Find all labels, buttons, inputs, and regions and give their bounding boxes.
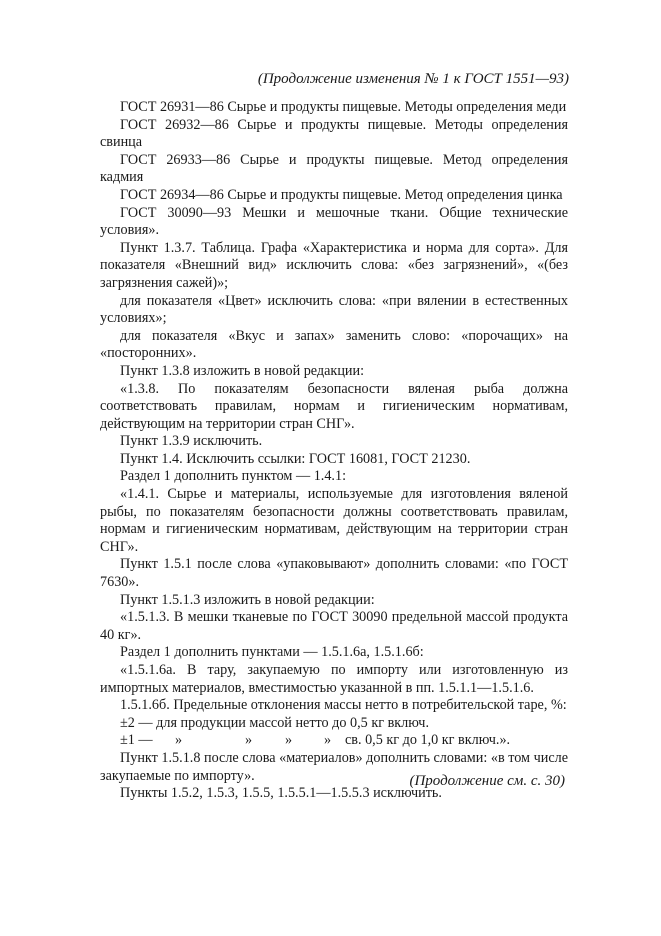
tolerance-lead: ±1 —: [120, 732, 153, 749]
paragraph: Пункт 1.5.1 после слова «упаковывают» дополнить словами: «по ГОСТ 7630».: [100, 556, 568, 591]
paragraph: для показателя «Вкус и запах» заменить слово: «порочащих» на «посторонних».: [100, 327, 568, 362]
document-body: [100, 99, 568, 803]
paragraph: ГОСТ 26933—86 Сырье и продукты пищевые. Метод определения кадмия: [100, 151, 568, 186]
paragraph: Раздел 1 дополнить пунктом — 1.4.1:: [120, 468, 347, 485]
ditto-mark: »: [175, 732, 183, 749]
paragraph: для показателя «Цвет» исключить слова: «при вялении в естественных условиях»;: [100, 292, 568, 327]
paragraph: 1.5.1.6б. Предельные отклонения массы нетто в потребительской таре, %:: [120, 697, 567, 714]
tolerance-range: св. 0,5 кг до 1,0 кг включ.».: [345, 732, 511, 749]
page-footer: (Продолжение см. с. 30): [409, 773, 565, 789]
paragraph: Пункт 1.3.7. Таблица. Графа «Характеристика и норма для сорта». Для показателя «Внешний вид» исключить слова: «без загрязнений», «(без загрязнения сажей)»;: [100, 239, 568, 291]
paragraph: ±2 — для продукции массой нетто до 0,5 кг включ.: [120, 714, 429, 731]
paragraph: ГОСТ 26931—86 Сырье и продукты пищевые. Методы определения меди: [120, 99, 567, 115]
paragraph: ГОСТ 30090—93 Мешки и мешочные ткани. Общие технические условия».: [100, 204, 568, 239]
page-header: (Продолжение изменения № 1 к ГОСТ 1551—93): [257, 71, 569, 87]
paragraph: «1.5.1.3. В мешки тканевые по ГОСТ 30090 предельной массой продукта 40 кг».: [100, 609, 568, 643]
paragraph: «1.5.1.6а. В тару, закупаемую по импорту или изготовленную из импортных материалов, вместимостью указанной в пп. 1.5.1.1—1.5.1.6.: [100, 662, 568, 696]
paragraph: «1.4.1. Сырье и материалы, используемые для изготовления вяленой рыбы, по показателям безопасности должны соответствовать правилам, нормам и гигиеническим нормативам, действующим на территории стран СНГ».: [100, 486, 568, 555]
ditto-mark: »: [245, 732, 253, 749]
paragraph: Пункт 1.3.8 изложить в новой редакции:: [120, 362, 365, 379]
paragraph: Пункты 1.5.2, 1.5.3, 1.5.5, 1.5.5.1—1.5.5.3 исключить.: [120, 785, 442, 802]
paragraph: Пункт 1.5.1.3 изложить в новой редакции:: [120, 591, 375, 608]
paragraph: Раздел 1 дополнить пунктами — 1.5.1.6а, 1.5.1.6б:: [120, 644, 424, 661]
paragraph: «1.3.8. По показателям безопасности вяленая рыба должна соответствовать правилам, нормам и гигиеническим нормативам, действующим на территории стран СНГ».: [100, 380, 568, 432]
ditto-mark: »: [324, 732, 332, 749]
paragraph: ГОСТ 26934—86 Сырье и продукты пищевые. Метод определения цинка: [120, 186, 563, 203]
paragraph: Пункт 1.3.9 исключить.: [120, 433, 263, 450]
paragraph: ГОСТ 26932—86 Сырье и продукты пищевые. Методы определения свинца: [100, 116, 568, 151]
ditto-mark: »: [285, 732, 293, 749]
paragraph: Пункт 1.5.1.8 после слова «материалов» дополнить словами: «в том числе закупаемые по импорту».: [100, 749, 568, 784]
paragraph: Пункт 1.4. Исключить ссылки: ГОСТ 16081, ГОСТ 21230.: [120, 450, 471, 467]
tolerance-row: [100, 732, 568, 750]
